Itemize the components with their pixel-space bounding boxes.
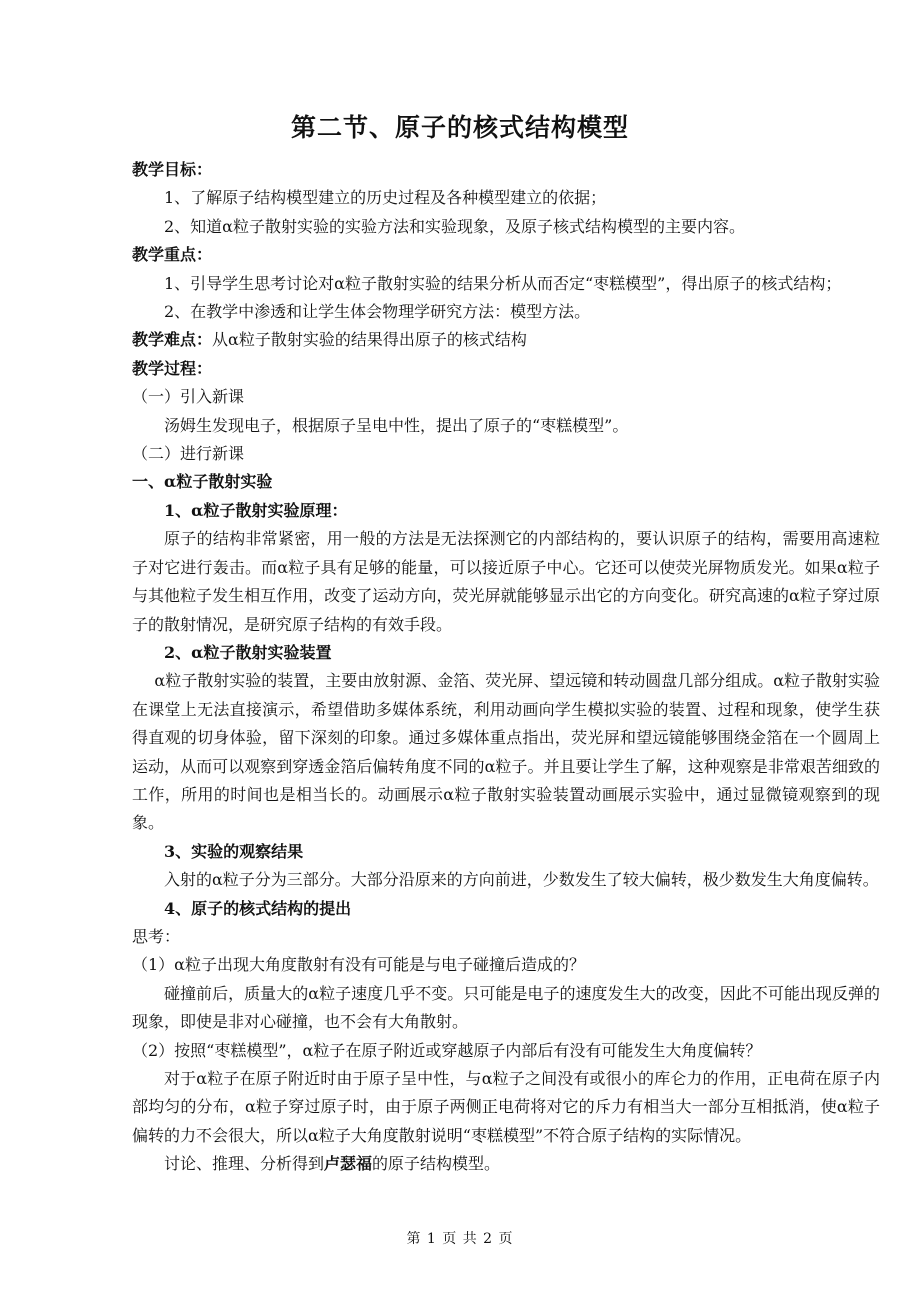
difficulty-label: 教学难点： <box>132 330 213 350</box>
key-point-item: 1、引导学生思考讨论对α粒子散射实验的结果分析从而否定“枣糕模型”，得出原子的核式结构； <box>164 273 842 293</box>
question: （2）按照“枣糕模型”，α粒子在原子附近或穿越原子内部后有没有可能发生大角度偏转？ <box>132 1040 762 1060</box>
conclusion-line <box>132 1150 880 1178</box>
paragraph: 汤姆生发现电子，根据原子呈电中性，提出了原子的“枣糕模型”。 <box>164 415 629 435</box>
objective-item: 1、了解原子结构模型建立的历史过程及各种模型建立的依据； <box>164 188 607 208</box>
item-heading: 4、原子的核式结构的提出 <box>164 898 352 918</box>
paragraph: 入射的α粒子分为三部分。大部分沿原来的方向前进，少数发生了较大偏转，极少数发生大角度偏转。 <box>164 870 879 890</box>
section-heading-key-points: 教学重点： <box>132 245 213 265</box>
paragraph: 原子的结构非常紧密，用一般的方法是无法探测它的内部结构的，要认识原子的结构，需要用高速粒子对它进行轰击。而α粒子具有足够的能量，可以接近原子中心。它还可以使荧光屏物质发光。如果α粒子与其他粒子发生相互作用，改变了运动方向，荧光屏就能够显示出它的方向变化。研究高速的α粒子穿过原子的散射情况，是研究原子结构的有效手段。 <box>132 529 880 634</box>
subsection-heading: （一）引入新课 <box>132 387 245 407</box>
conclusion-text-end: 的原子结构模型。 <box>372 1154 501 1174</box>
paragraph: α粒子散射实验的装置，主要由放射源、金箔、荧光屏、望远镜和转动圆盘几部分组成。α粒子散射实验在课堂上无法直接演示，希望借助多媒体系统，利用动画向学生模拟实验的装置、过程和现象，使学生获得直观的切身体验，留下深刻的印象。通过多媒体重点指出，荧光屏和望远镜能够围绕金箔在一个圆周上运动，从而可以观察到穿透金箔后偏转角度不同的α粒子。并且要让学生了解，这种观察是非常艰苦细致的工作，所用的时间也是相当长的。动画展示α粒子散射实验装置动画展示实验中，通过显微镜观察到的现象。 <box>132 671 881 833</box>
subsection-heading: （二）进行新课 <box>132 444 245 464</box>
page-title: 第二节、原子的核式结构模型 <box>290 113 629 142</box>
conclusion-name: 卢瑟福 <box>324 1154 373 1174</box>
conclusion-text-start: 讨论、推理、分析得到 <box>164 1154 325 1174</box>
item-heading: 1、α粒子散射实验原理： <box>164 500 348 520</box>
section-heading-process: 教学过程： <box>132 358 213 378</box>
answer: 碰撞前后，质量大的α粒子速度几乎不变。只可能是电子的速度发生大的改变，因此不可能出现反弹的现象，即使是非对心碰撞，也不会有大角散射。 <box>132 983 880 1032</box>
item-heading: 2、α粒子散射实验装置 <box>164 642 332 662</box>
item-heading: 3、实验的观察结果 <box>164 841 304 861</box>
difficulty-text: 从α粒子散射实验的结果得出原子的核式结构 <box>212 330 527 350</box>
page-footer: 第 1 页 共 2 页 <box>406 1231 514 1247</box>
key-point-item: 2、在教学中渗透和让学生体会物理学研究方法：模型方法。 <box>164 302 591 322</box>
part-heading: 一、α粒子散射实验 <box>132 472 273 492</box>
objective-item: 2、知道α粒子散射实验的实验方法和实验现象，及原子核式结构模型的主要内容。 <box>164 216 745 236</box>
think-label: 思考： <box>132 926 181 946</box>
question: （1）α粒子出现大角度散射有没有可能是与电子碰撞后造成的？ <box>132 955 585 975</box>
section-heading-objectives: 教学目标： <box>132 160 213 179</box>
document-body <box>132 156 880 1179</box>
answer: 对于α粒子在原子附近时由于原子呈中性，与α粒子之间没有或很小的库仑力的作用，正电荷在原子内部均匀的分布，α粒子穿过原子时，由于原子两侧正电荷将对它的斥力有相当大一部分互相抵消，使α粒子偏转的力不会很大，所以α粒子大角度散射说明“枣糕模型”不符合原子结构的实际情况。 <box>132 1069 880 1145</box>
difficulty-line <box>132 326 880 354</box>
